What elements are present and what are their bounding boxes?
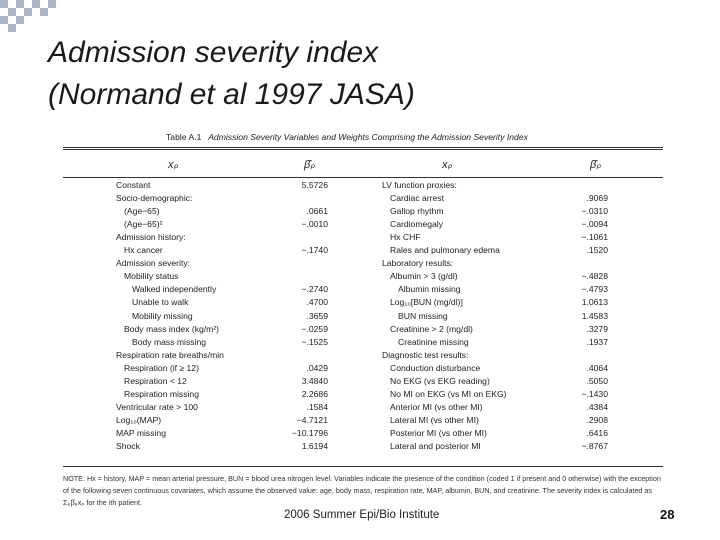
left-row-label: Admission severity: (116, 258, 191, 269)
left-row-label: Log₁₀(MAP) (116, 414, 162, 425)
right-row-weight: .4064 (586, 362, 608, 373)
slide-footer: 2006 Summer Epi/Bio Institute (284, 509, 440, 521)
left-row-weight: −.0010 (301, 219, 328, 230)
right-row-weight: .9069 (586, 193, 608, 204)
right-row-weight: .2908 (586, 414, 608, 425)
left-row-weight: .3659 (306, 310, 328, 321)
table-caption (166, 132, 528, 142)
right-row-label: Posterior MI (vs other MI) (390, 427, 487, 438)
left-row-label: Body mass index (kg/m²) (124, 323, 220, 334)
right-row-weight: .1937 (586, 336, 608, 347)
right-row-label: Diagnostic test results: (382, 349, 469, 360)
right-row-label: Lateral MI (vs other MI) (390, 414, 479, 425)
left-row-weight: .0429 (306, 362, 328, 373)
header-rule (63, 177, 663, 178)
left-row-weight: −10.1796 (291, 427, 328, 438)
left-row-weight: 2.2686 (301, 388, 328, 399)
left-row-weight: 3.4840 (301, 375, 328, 386)
right-row-label: Cardiomegaly (390, 219, 444, 230)
right-row-weight: −.4828 (581, 271, 608, 282)
right-row-label: Lateral and posterior MI (390, 441, 481, 451)
left-row-label: Admission history: (116, 232, 186, 243)
left-row-weight: −.0259 (301, 323, 328, 334)
right-row-label: LV function proxies: (382, 180, 457, 190)
right-row-label: Log₁₀[BUN (mg/dl)] (390, 297, 463, 308)
right-row-weight: −.0310 (581, 206, 608, 217)
right-row-weight: −.1061 (581, 232, 608, 243)
left-row-label: Respiration missing (124, 388, 199, 399)
right-row-weight: −.4793 (581, 284, 608, 295)
left-row-label: Mobility missing (132, 310, 193, 321)
right-row-weight: .3279 (586, 323, 608, 334)
title-line-2: (Normand et al 1997 JASA) (48, 78, 415, 111)
right-row-weight: −.0094 (581, 219, 608, 230)
left-row-weight: .4700 (306, 297, 328, 308)
table-note: NOTE: Hx = history, MAP = mean arterial pressure, BUN = blood urea nitrogen level. Variables indicate the presence of the condition (coded 1 if present and 0 otherwise) with the exception of the following seven continuous covariates, which assume the observed value: age, body mass, respiration rate, MAP, albumin, BUN, and creatinine. The severity index is calculated as Σₚβ̂ₚxₚ for the ith patient. (63, 474, 661, 507)
left-row-label: Mobility status (124, 271, 179, 282)
header-beta-right: β̂ₚ (590, 159, 601, 171)
left-row-label: (Age−65)² (124, 219, 163, 230)
left-row-label: Walked independently (132, 284, 217, 295)
title-line-1: Admission severity index (48, 36, 379, 69)
right-row-weight: .4384 (586, 401, 608, 412)
page-number: 28 (660, 507, 675, 522)
header-xp-left: xₚ (168, 159, 179, 171)
right-row-label: Hx CHF (390, 232, 421, 243)
left-row-label: Hx cancer (124, 245, 163, 256)
right-row-weight: .6416 (586, 427, 608, 438)
right-row-label: Albumin missing (398, 284, 461, 295)
left-row-label: Respiration (if ≥ 12) (124, 362, 199, 373)
right-row-label: Anterior MI (vs other MI) (390, 401, 483, 412)
left-row-weight: −.2740 (301, 284, 328, 295)
left-row-weight: −4.7121 (296, 414, 328, 425)
right-row-weight: .5050 (586, 375, 608, 386)
left-row-weight: −.1740 (301, 245, 328, 256)
top-rule (63, 147, 663, 148)
left-row-label: Body mass missing (132, 336, 207, 347)
right-row-weight: 1.4583 (581, 310, 608, 321)
scanned-table (60, 128, 668, 508)
right-row-label: No MI on EKG (vs MI on EKG) (390, 388, 507, 399)
bottom-rule (63, 466, 663, 467)
left-row-label: Socio-demographic: (116, 193, 193, 204)
right-row-label: Creatinine > 2 (mg/dl) (390, 323, 473, 334)
right-row-label: Conduction disturbance (390, 362, 481, 373)
left-row-label: Respiration < 12 (124, 375, 187, 386)
header-xp-right: xₚ (442, 159, 453, 171)
right-row-label: BUN missing (398, 310, 448, 321)
right-row-weight: 1.0613 (581, 297, 608, 308)
right-row-weight: −.8767 (581, 441, 608, 451)
left-row-weight: 5.5726 (301, 180, 328, 190)
left-row-label: Ventricular rate > 100 (116, 401, 198, 412)
header-beta-left: β̂ₚ (304, 159, 315, 171)
left-row-weight: −.1525 (301, 336, 328, 347)
left-row-label: (Age−65) (124, 206, 160, 217)
left-row-label: Respiration rate breaths/min (116, 349, 224, 360)
right-row-label: Creatinine missing (398, 336, 469, 347)
right-row-label: Albumin > 3 (g/dl) (390, 271, 458, 282)
left-row-label: Constant (116, 180, 151, 190)
table-caption-text: Admission Severity Variables and Weights Comprising the Admission Severity Index (208, 132, 528, 142)
right-row-weight: −.1430 (581, 388, 608, 399)
right-row-label: Gallop rhythm (390, 206, 444, 217)
left-row-label: Shock (116, 441, 140, 451)
top-rule-double (63, 149, 663, 150)
right-row-label: Cardiac arrest (390, 193, 444, 204)
left-row-weight: .0661 (306, 206, 328, 217)
left-row-label: MAP missing (116, 427, 166, 438)
right-row-weight: .1520 (586, 245, 608, 256)
right-row-label: Laboratory results: (382, 258, 454, 269)
slide-title (48, 32, 415, 116)
right-row-label: No EKG (vs EKG reading) (390, 375, 490, 386)
right-row-label: Rales and pulmonary edema (390, 245, 500, 256)
table-caption-label: Table A.1 (166, 132, 202, 142)
left-row-weight: .1584 (306, 401, 328, 412)
left-row-weight: 1.6194 (301, 441, 328, 451)
left-row-label: Unable to walk (132, 297, 189, 308)
